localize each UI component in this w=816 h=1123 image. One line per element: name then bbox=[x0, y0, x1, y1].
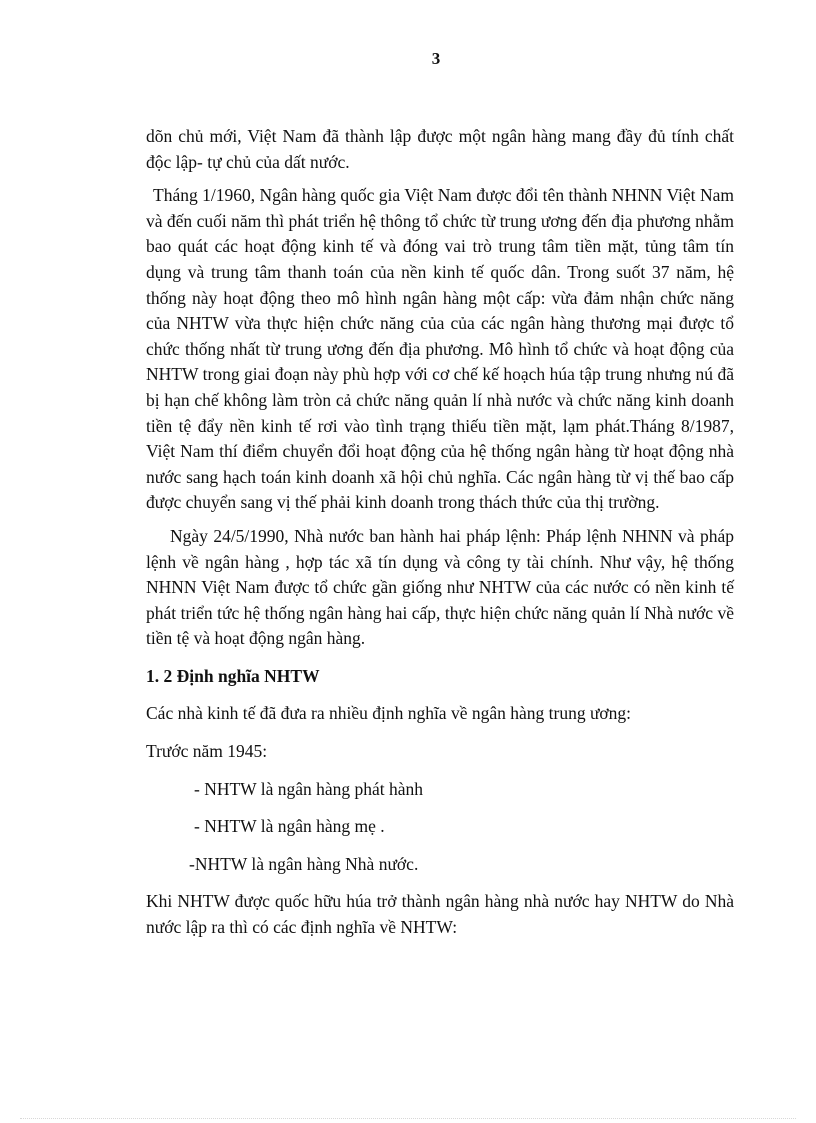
before-1945-label: Trước năm 1945: bbox=[146, 741, 268, 762]
definition-item: - NHTW là ngân hàng mẹ . bbox=[194, 816, 385, 837]
paragraph-3: Ngày 24/5/1990, Nhà nước ban hành hai pháp lệnh: Pháp lệnh NHNN và pháp lệnh về ngân hàng , hợp tác xã tín dụng và công ty tài chính. Như vậy, hệ thống NHNN Việt Nam được tổ chức gần giống như NHTW của các nước có nền kinh tế phát triển tức hệ thống ngân hàng hai cấp, thực hiện chức năng quản lí Nhà nước về tiền tệ và hoạt động ngân hàng. bbox=[146, 525, 734, 649]
definition-item: -NHTW là ngân hàng Nhà nước. bbox=[189, 853, 419, 874]
page-number: 3 bbox=[431, 49, 441, 68]
document-body bbox=[146, 124, 734, 941]
definition-item: - NHTW là ngân hàng phát hành bbox=[194, 778, 424, 799]
section-intro: Các nhà kinh tế đã đưa ra nhiều định nghĩa về ngân hàng trung ương: bbox=[146, 703, 632, 724]
closing-paragraph: Khi NHTW được quốc hữu húa trở thành ngân hàng nhà nước hay NHTW do Nhà nước lập ra thì có các định nghĩa về NHTW: bbox=[146, 891, 734, 938]
paragraph-1: dõn chủ mới, Việt Nam đã thành lập được một ngân hàng mang đầy đủ tính chất độc lập- tự chủ của dất nước. bbox=[146, 126, 734, 172]
paragraph-2: Tháng 1/1960, Ngân hàng quốc gia Việt Nam được đổi tên thành NHNN Việt Nam và đến cuối năm thì phát triển hệ thông tổ chức từ trung ương đến địa phương nhằm bao quát các hoạt động kinh tế và đóng vai trò trung tâm tiền mặt, tủng tâm tín dụng và trung tâm thanh toán của nền kinh tế quốc dân. Trong suốt 37 năm, hệ thống này hoạt động theo mô hình ngân hàng một cấp: vừa đảm nhận chức năng của NHTW vừa thực hiện chức năng của của các ngân hàng thương mại được tổ chức thống nhất từ trung ương đến địa phương. Mô hình tổ chức và hoạt động của NHTW trong giai đoạn này phù hợp với cơ chế kế hoạch húa tập trung nhưng nú đã bị hạn chế không làm tròn cả chức năng quản lí nhà nước và chức năng kinh doanh tiền tệ đẩy nền kinh tế rơi vào tình trạng thiếu tiền mặt, lạm phát.Tháng 8/1987, Việt Nam thí điểm chuyển đổi hoạt động của hệ thống ngân hàng từ hoạt động nhà nước sang hạch toán kinh doanh xã hội chủ nghĩa. Các ngân hàng từ vị thế bao cấp được chuyển sang vị thế phải kinh doanh trong thách thức của thị trường. bbox=[146, 185, 734, 513]
section-heading: 1. 2 Định nghĩa NHTW bbox=[146, 665, 320, 686]
page-bottom-border bbox=[20, 1118, 796, 1119]
